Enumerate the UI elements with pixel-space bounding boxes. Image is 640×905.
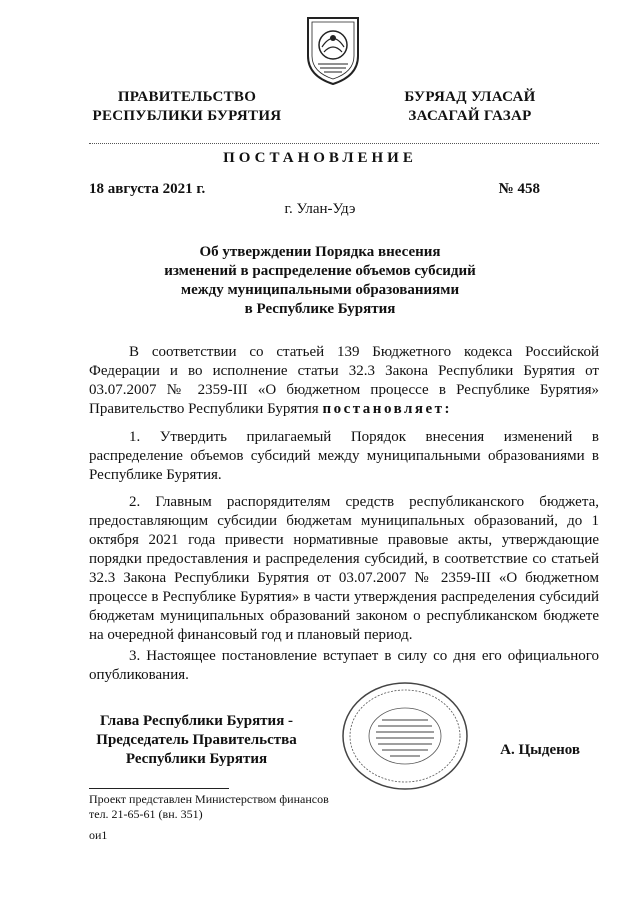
footer-line1: Проект представлен Министерством финансов bbox=[89, 792, 329, 806]
document-number: № 458 bbox=[498, 181, 540, 197]
government-name-line1: ПРАВИТЕЛЬСТВО bbox=[117, 89, 257, 105]
government-name-buryat-line2: ЗАСАГАЙ ГАЗАР bbox=[408, 108, 532, 124]
signatory-name: А. Цыденов bbox=[500, 742, 580, 758]
decree-word: постановляет: bbox=[322, 401, 453, 417]
official-seal-icon bbox=[340, 680, 470, 792]
subject-line2: изменений в распределение объемов субсидий bbox=[164, 263, 476, 279]
subject-line4: в Республике Бурятия bbox=[244, 301, 396, 317]
coat-of-arms-icon bbox=[302, 12, 364, 88]
document-city: г. Улан-Удэ bbox=[284, 201, 356, 217]
point-2 bbox=[89, 493, 599, 645]
government-name-buryat-line1: БУРЯАД УЛАСАЙ bbox=[404, 89, 536, 105]
document-date: 18 августа 2021 г. bbox=[89, 181, 206, 197]
preamble-paragraph bbox=[89, 343, 599, 419]
signatory-title-line1: Глава Республики Бурятия - bbox=[99, 713, 294, 729]
point-3-text: 3. Настоящее постановление вступает в силу со дня его официального опубликования. bbox=[89, 648, 599, 683]
point-1-text: 1. Утвердить прилагаемый Порядок внесения изменений в распределение объемов субсидий между муниципальными образованиями в Республике Бурятия. bbox=[89, 429, 599, 483]
signatory-title-line2: Председатель Правительства bbox=[96, 732, 297, 748]
header-divider bbox=[89, 143, 599, 144]
signatory-title bbox=[89, 712, 304, 769]
government-name-buryat bbox=[395, 88, 545, 126]
subject-line1: Об утверждении Порядка внесения bbox=[199, 244, 441, 260]
footer-note bbox=[89, 792, 329, 822]
point-2-text: 2. Главным распорядителям средств республиканского бюджета, предоставляющим субсидии бюджетам муниципальных образований, до 1 октября 2021 года привести нормативные правовые акты, утверждающие порядки предоставления и распределения субсидий, в соответствие со статьей 32.3 Закона Республики Бурятия от 03.07.2007 № 2359-III «О бюджетном процессе в Республике Бурятия» в части утверждения распределения субсидий бюджетам муниципальных образований законом о республиканском бюджете на очередной финансовый год и плановый период. bbox=[89, 494, 599, 643]
government-name-line2: РЕСПУБЛИКИ БУРЯТИЯ bbox=[92, 108, 282, 124]
signatory-title-line3: Республики Бурятия bbox=[125, 751, 268, 767]
subject-line3: между муниципальными образованиями bbox=[180, 282, 460, 298]
footer-code: ои1 bbox=[89, 828, 108, 842]
document-type: ПОСТАНОВЛЕНИЕ bbox=[223, 150, 417, 166]
document-subject bbox=[0, 243, 640, 319]
point-1 bbox=[89, 428, 599, 485]
government-name-russian bbox=[92, 88, 282, 126]
footer-divider bbox=[89, 788, 229, 789]
preamble-text: В соответствии со статьей 139 Бюджетного кодекса Российской Федерации и во исполнение статьи 32.3 Закона Республики Бурятия от 03.07.2007 № 2359-III «О бюджетном процессе в Республике Бурятия» Правительство Республики Бурятия bbox=[89, 344, 599, 417]
footer-line2: тел. 21-65-61 (вн. 351) bbox=[89, 807, 203, 821]
